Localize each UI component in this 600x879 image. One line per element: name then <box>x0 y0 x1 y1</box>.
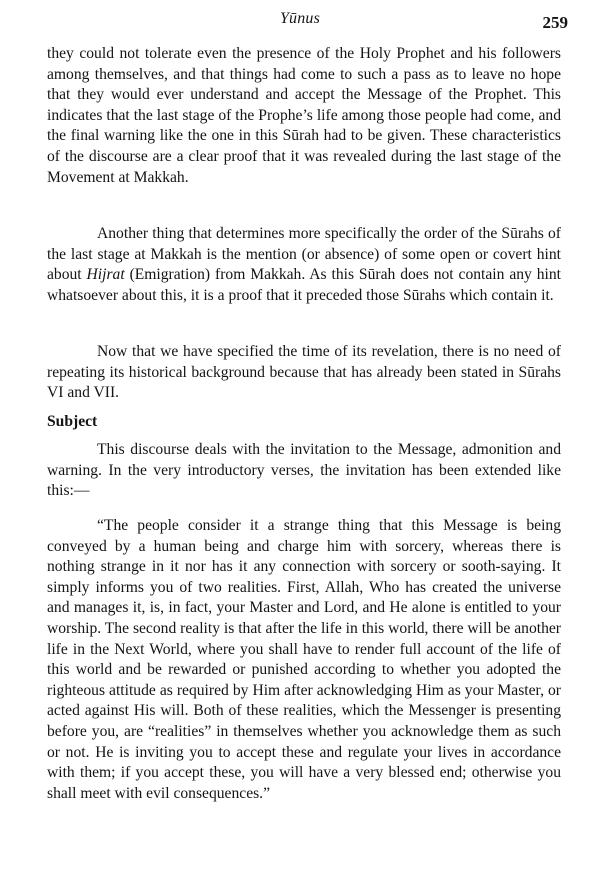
subject-heading: Subject <box>47 413 98 430</box>
paragraph-4-text: This discourse deals with the invitation to the Message, admonition and warning. In the very introductory verses, the invitation has been extended like this:— <box>47 441 561 500</box>
paragraph-1 <box>47 44 561 188</box>
paragraph-4 <box>47 440 561 502</box>
quoted-passage-text: “The people consider it a strange thing that this Message is being conveyed by a human being and charge him with sorcery, whereas there is nothing strange in it nor has it any connection with sorcery or sooth-saying. It simply informs you of two realities. First, Allah, Who has created the universe and manages it, is, in fact, your Master and Lord, and He alone is entitled to your worship. The second reality is that after the life in this world, there will be another life in the Next World, where you shall have to render full account of the life of this world and be rewarded or punished according to whether you adopted the righteous attitude as required by Him after acknowledging Him as your Master, or acted against His will. Both of these realities, which the Messenger is presenting before you, are “realities” in themselves whether you acknowledge them as such or not. He is inviting you to accept these and regulate your lives in accordance with them; if you accept these, you will have a very blessed end; otherwise you shall meet with evil consequences.” <box>47 517 561 802</box>
quoted-passage <box>47 516 561 804</box>
paragraph-3-text: Now that we have specified the time of its revelation, there is no need of repeating its historical background because that has already been stated in Sūrahs VI and VII. <box>47 343 561 402</box>
paragraph-2-part-1: Another thing that determines more specifically the order of the Sūrahs of the last stage at Makkah is the mention (or absence) of some open or covert hint about <box>47 225 561 284</box>
paragraph-2 <box>47 224 561 306</box>
running-title: Yūnus <box>279 10 321 27</box>
paragraph-2-text <box>47 224 561 306</box>
paragraph-2-part-2: (Emigration) from Makkah. As this Sūrah does not contain any hint whatsoever about this, it is a proof that it preceded those Sūrahs which contain it. <box>47 266 561 304</box>
paragraph-3 <box>47 342 561 404</box>
page-number: 259 <box>542 13 568 32</box>
hijrat-term: Hijrat <box>86 266 125 284</box>
paragraph-1-text: they could not tolerate even the presence of the Holy Prophet and his followers among themselves, and that things had come to such a pass as to leave no hope that they would ever understand and accept the Message of the Prophet. This indicates that the last stage of the Prophe’s life among those people had come, and the final warning like the one in this Sūrah had to be given. These characteristics of the discourse are a clear proof that it was revealed during the last stage of the Movement at Makkah. <box>47 45 561 186</box>
